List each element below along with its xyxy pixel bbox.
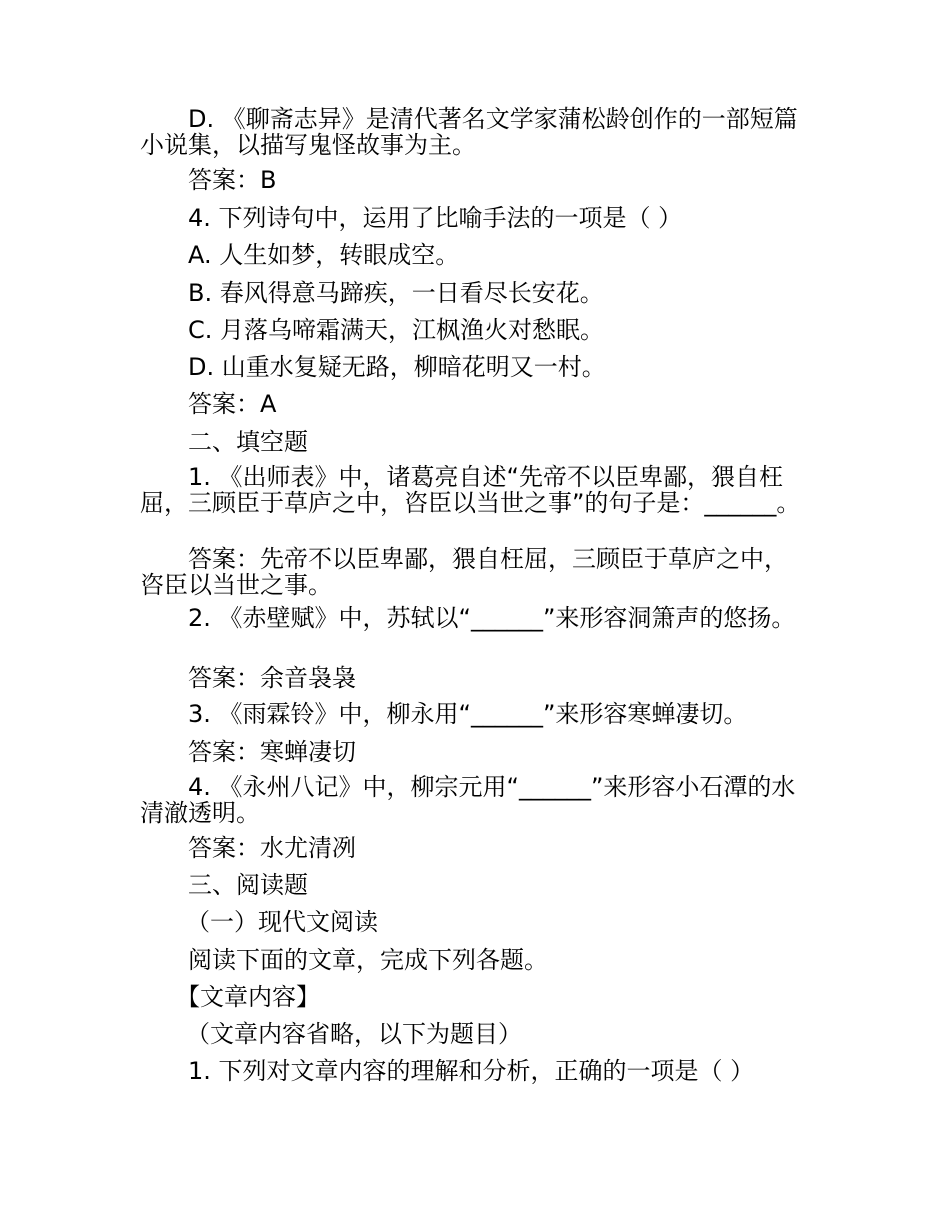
reading-question-1: 1. 下列对文章内容的理解和分析，正确的一项是（ ） (188, 1057, 755, 1085)
fill-answer-2: 答案：余音袅袅 (188, 664, 356, 692)
option-c-q4: C. 月落乌啼霜满天，江枫渔火对愁眠。 (188, 316, 605, 344)
article-content-heading: 【文章内容】 (176, 983, 320, 1011)
option-a-q4: A. 人生如梦，转眼成空。 (188, 241, 460, 269)
section-fill-in-title: 二、填空题 (188, 428, 308, 456)
question-4: 4. 下列诗句中，运用了比喻手法的一项是（ ） (188, 204, 683, 232)
fill-question-2: 2. 《赤壁赋》中，苏轼以“______”来形容洞箫声的悠扬。 (188, 604, 796, 632)
section-reading-title: 三、阅读题 (188, 871, 308, 899)
subsection-modern-reading: （一）现代文阅读 (186, 908, 378, 936)
option-b-q4: B. 春风得意马蹄疾，一日看尽长安花。 (188, 279, 604, 307)
answer-3: 答案：B (188, 166, 277, 194)
fill-answer-4: 答案：水尤清冽 (188, 834, 356, 862)
fill-answer-3: 答案：寒蝉凄切 (188, 738, 356, 766)
fill-question-3: 3. 《雨霖铃》中，柳永用“______”来形容寒蝉凄切。 (188, 700, 748, 728)
fill-answer-1: 答案：先帝不以臣卑鄙，猥自枉屈，三顾臣于草庐之中，咨臣以当世之事。 (140, 545, 788, 599)
fill-question-1: 1. 《出师表》中，诸葛亮自述“先帝不以臣卑鄙，猥自枉屈，三顾臣于草庐之中，咨臣以当世之事”的句子是：______。 (140, 463, 801, 517)
article-content-omitted: （文章内容省略，以下为题目） (186, 1020, 522, 1048)
answer-4: 答案：A (188, 390, 277, 418)
reading-instruction: 阅读下面的文章，完成下列各题。 (188, 946, 548, 974)
fill-question-4: 4. 《永州八记》中，柳宗元用“______”来形容小石潭的水清澈透明。 (140, 773, 796, 827)
option-d-liaozhai: D. 《聊斋志异》是清代著名文学家蒲松龄创作的一部短篇小说集，以描写鬼怪故事为主。 (140, 105, 798, 159)
option-d-q4: D. 山重水复疑无路，柳暗花明又一村。 (188, 353, 606, 381)
